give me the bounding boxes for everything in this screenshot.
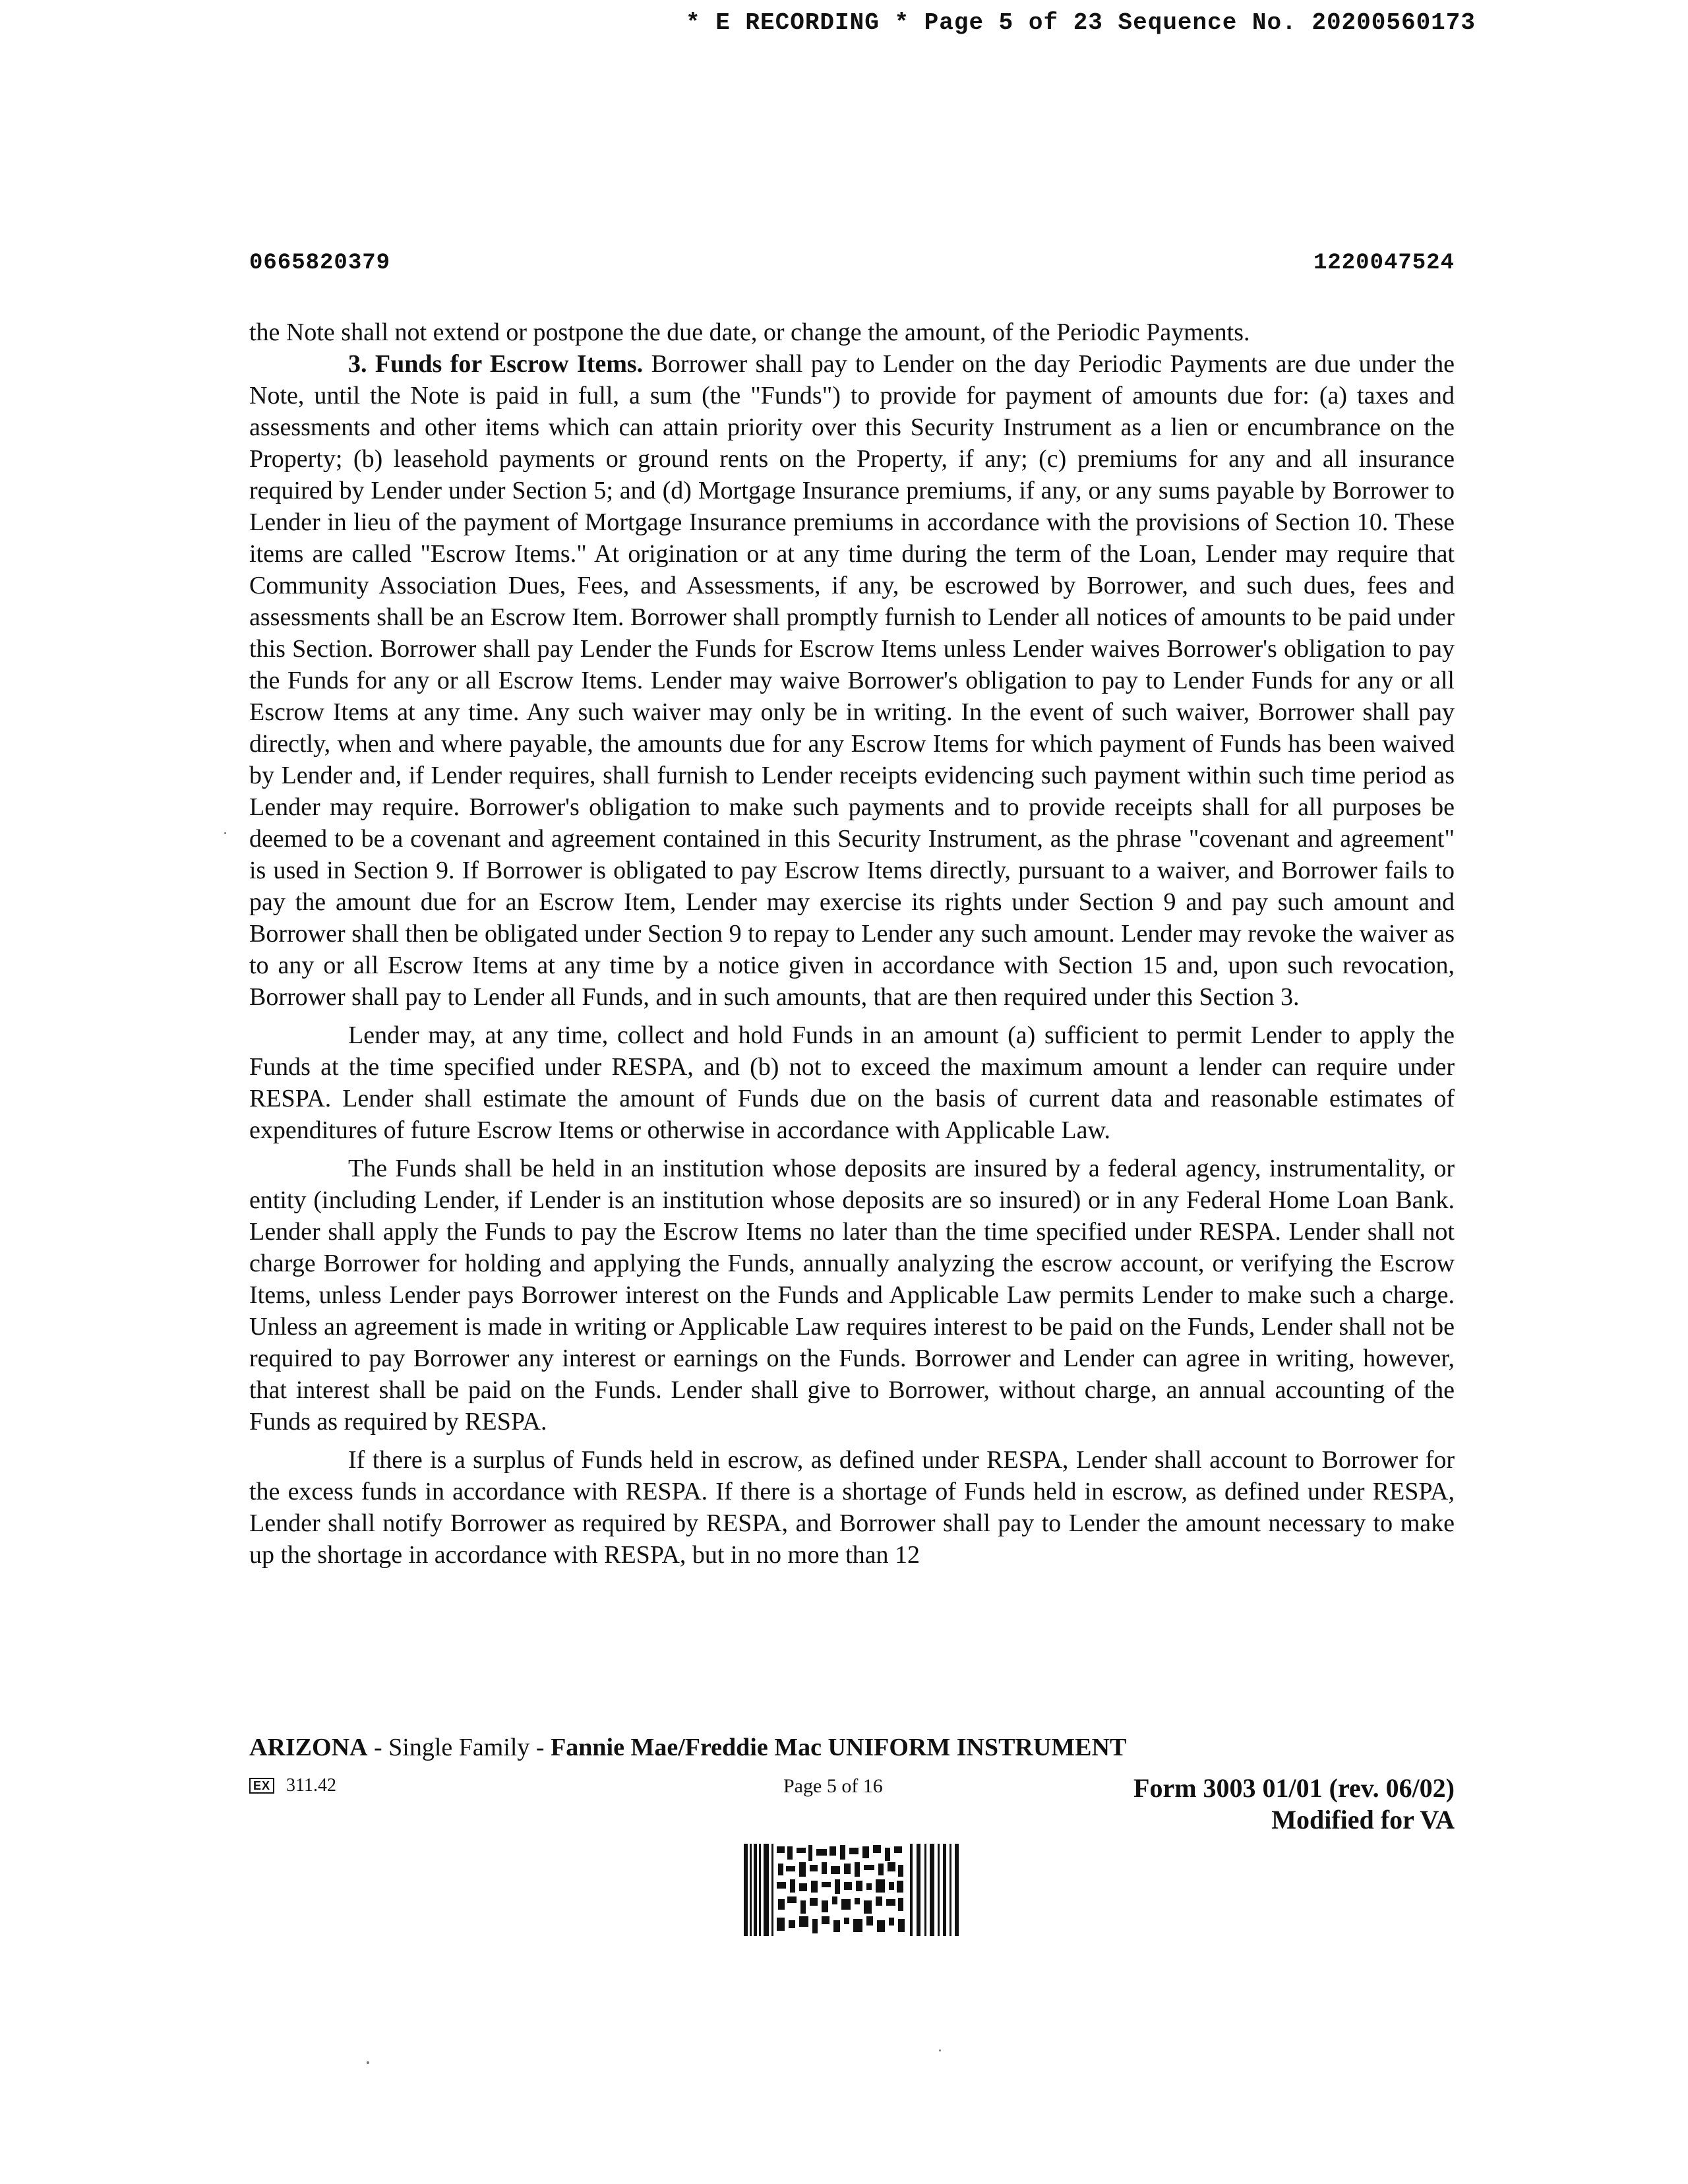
reference-number: 1220047524: [1313, 251, 1455, 276]
paragraph-collect-funds: Lender may, at any time, collect and hold Funds in an amount (a) sufficient to permit Lender to apply the Funds at the time specified under RESPA, and (b) not to exceed the maximum amount a lender can require under RESPA. Lender shall estimate the amount of Funds due on the basis of current data and reasonable estimates of expenditures of future Escrow Items or otherwise in accordance with Applicable Law.: [249, 1021, 1455, 1144]
footer-instrument-line: [249, 1733, 1126, 1762]
form-code-group: [249, 1775, 336, 1796]
document-body: [249, 317, 1455, 1577]
scan-speck: [367, 2061, 369, 2064]
scan-speck: [224, 832, 226, 834]
scan-speck: [939, 2049, 941, 2051]
paragraph-surplus: If there is a surplus of Funds held in escrow, as defined under RESPA, Lender shall account to Borrower for the excess funds in accordance with RESPA. If there is a shortage of Funds held in escrow, as defined under RESPA, Lender shall notify Borrower as required by RESPA, and Borrower shall pay to Lender the amount necessary to make up the shortage in accordance with RESPA, but in no more than 12: [249, 1446, 1455, 1569]
paragraph-escrow-items: [249, 348, 1455, 1013]
footer-row: [249, 1773, 1455, 1804]
paragraph-text: Borrower shall pay to Lender on the day Periodic Payments are due under the Note, until the Note is paid in full, a sum (the "Funds") to provide for payment of amounts due for: (a) taxes and assessments and other items which can attain priority over this Security Instrument as a lien or encumbrance on the Property; (b) leasehold payments or ground rents on the Property, if any; (c) premiums for any and all insurance required by Lender under Section 5; and (d) Mortgage Insurance premiums, if any, or any sums payable by Borrower to Lender in lieu of the payment of Mortgage Insurance premiums in accordance with the provisions of Section 10. These items are called "Escrow Items." At origination or at any time during the term of the Loan, Lender may require that Community Association Dues, Fees, and Assessments, if any, be escrowed by Borrower, and such dues, fees and assessments shall be an Escrow Item. Borrower shall promptly furnish to Lender all notices of amounts to be paid under this Section. Borrower shall pay Lender the Funds for Escrow Items unless Lender waives Borrower's obligation to pay the Funds for any or all Escrow Items. Lender may waive Borrower's obligation to pay to Lender Funds for any or all Escrow Items at any time. Any such waiver may only be in writing. In the event of such waiver, Borrower shall pay directly, when and where payable, the amounts due for any Escrow Items for which payment of Funds has been waived by Lender and, if Lender requires, shall furnish to Lender receipts evidencing such payment within such time period as Lender may require. Borrower's obligation to make such payments and to provide receipts shall for all purposes be deemed to be a covenant and agreement contained in this Security Instrument, as the phrase "covenant and agreement" is used in Section 9. If Borrower is obligated to pay Escrow Items directly, pursuant to a waiver, and Borrower fails to pay the amount due for an Escrow Item, Lender may exercise its rights under Section 9 and pay such amount and Borrower shall then be obligated under Section 9 to repay to Lender any such amount. Lender may revoke the waiver as to any or all Escrow Items at any time by a notice given in accordance with Section 15 and, upon such revocation, Borrower shall pay to Lender all Funds, and in such amounts, that are then required under this Section 3.: [249, 350, 1455, 1011]
footer-state: ARIZONA: [249, 1734, 368, 1761]
paragraph-funds-held: The Funds shall be held in an institution whose deposits are insured by a federal agency, instrumentality, or entity (including Lender, if Lender is an institution whose deposits are so insured) or in any Federal Home Loan Bank. Lender shall apply the Funds to pay the Escrow Items no later than the time specified under RESPA. Lender shall not charge Borrower for holding and applying the Funds, annually analyzing the escrow account, or verifying the Escrow Items, unless Lender pays Borrower interest on the Funds and Applicable Law permits Lender to make such a charge. Unless an agreement is made in writing or Applicable Law requires interest to be paid on the Funds, Lender shall not be required to pay Borrower any interest or earnings on the Funds. Borrower and Lender can agree in writing, however, that interest shall be paid on the Funds. Lender shall give to Borrower, without charge, an annual accounting of the Funds as required by RESPA.: [249, 1155, 1455, 1436]
recording-header: * E RECORDING * Page 5 of 23 Sequence No. 20200560173: [686, 9, 1476, 36]
paragraph-continuation: the Note shall not extend or postpone the due date, or change the amount, of the Periodic Payments.: [249, 318, 1250, 346]
section-heading: 3. Funds for Escrow Items.: [348, 350, 644, 378]
ex-logo: EX: [249, 1778, 274, 1794]
modified-note: Modified for VA: [1271, 1805, 1455, 1835]
loan-number: 0665820379: [249, 251, 391, 276]
footer-instrument: Fannie Mae/Freddie Mac UNIFORM INSTRUMENT: [551, 1734, 1127, 1761]
barcode-icon: [744, 1844, 961, 1936]
form-identifier: Form 3003 01/01 (rev. 06/02): [1133, 1773, 1455, 1803]
form-code: 311.42: [286, 1775, 336, 1796]
page-number: Page 5 of 16: [783, 1775, 883, 1797]
footer-separator: - Single Family -: [367, 1734, 551, 1761]
